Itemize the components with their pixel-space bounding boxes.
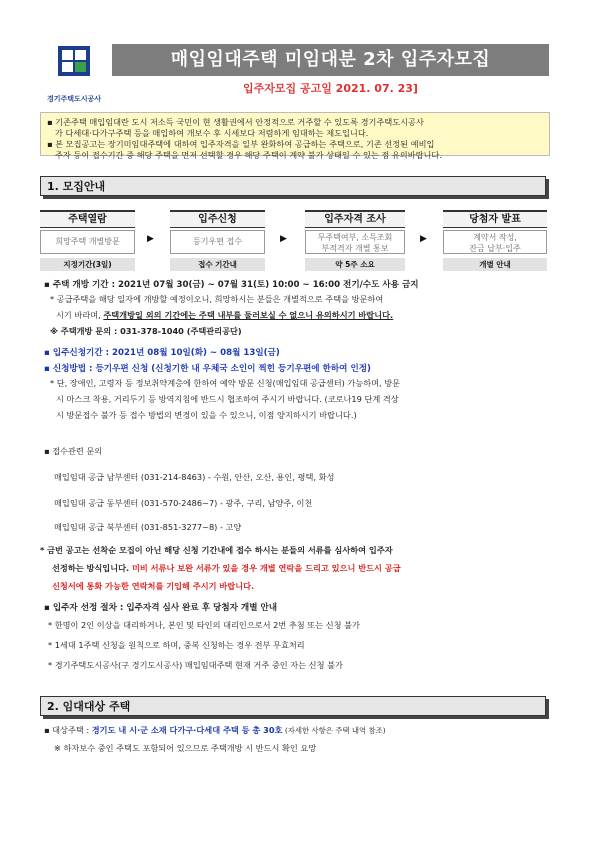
- warning-note: 선정하는 방식입니다. 미비 서류나 보완 서류가 있을 경우 개별 연락을 드리고 있으니 반드시 공급: [52, 563, 401, 573]
- notice-box: [40, 112, 550, 160]
- center-contact: 매입임대 공급 북부센터 (031-851-3277~8) - 고양: [54, 522, 242, 532]
- step-result: [443, 210, 547, 271]
- select-note: * 한명이 2인 이상을 대리하거나, 본인 및 타인의 대리인으로서 2번 추첨 또는 신청 불가: [48, 620, 360, 630]
- center-contact: 매입임대 공급 동부센터 (031-570-2486~7) - 광주, 구리, 남양주, 이천: [54, 498, 313, 508]
- open-contact: ※ 주택개방 문의 : 031-378-1040 (주택관리공단): [50, 326, 242, 336]
- step-apply: [170, 210, 265, 271]
- notice-line: ▪ 기존주택 매입임대란 도시 저소득 국민이 현 생활권에서 안정적으로 거주할 수 있도록 경기주택도시공사: [47, 117, 424, 127]
- notice-line: 주자 등이 접수기간 중 해당 주택을 먼저 선택할 경우 해당 주택이 계약 불가 상태일 수 있는 점 유의바랍니다.: [55, 150, 442, 160]
- warning-note: * 금번 공고는 선착순 모집이 아닌 해당 신청 기간내에 접수 하시는 분들의 서류를 심사하여 입주자: [40, 545, 393, 555]
- center-contact: 매입임대 공급 남부센터 (031-214-8463) - 수원, 안산, 오산, 용인, 평택, 화성: [54, 472, 335, 482]
- step-head: 입주자격 조사: [305, 210, 405, 228]
- apply-note: * 단, 장애인, 고령자 등 정보취약계층에 한하여 예약 방문 신청(매입임대 공급센터) 가능하며, 방문: [50, 378, 401, 388]
- gh-logo-icon: [42, 44, 106, 90]
- repair-note: ※ 하자보수 중인 주택도 포함되어 있으므로 주택개방 시 반드시 확인 요망: [54, 743, 317, 753]
- open-note: 시기 바라며, 주택개방일 외의 기간에는 주택 내부를 둘러보실 수 없으니 유의하시기 바랍니다.: [56, 310, 394, 320]
- step-view: [40, 210, 135, 271]
- apply-period: ▪ 입주신청기간 : 2021년 08월 10일(화) ~ 08월 13일(금): [44, 348, 280, 358]
- select-note: * 경기주택도시공사(구 경기도시공사) 매입임대주택 현재 거주 중인 자는 신청 불가: [48, 660, 343, 670]
- process-flow: [40, 210, 550, 272]
- step-head: 당첨자 발표: [443, 210, 547, 228]
- step-body: 희망주택 개별방문: [40, 230, 135, 254]
- step-foot: 약 5주 소요: [305, 258, 405, 271]
- step-body: 계약서 작성, 잔금 납부·입주: [443, 230, 547, 254]
- apply-note: 시 방문접수 불가 등 접수 방법의 변경이 있을 수 있으니, 이점 양지하시기 바랍니다.): [56, 410, 357, 420]
- warning-note: 신청서에 통화 가능한 연락처를 기입해 주시기 바랍니다.: [52, 581, 255, 591]
- step-foot: 접수 기간내: [170, 258, 265, 271]
- arrow-right-icon: ▶: [147, 234, 154, 244]
- arrow-right-icon: ▶: [280, 234, 287, 244]
- open-period: ▪ 주택 개방 기간 : 2021년 07월 30(금) ~ 07월 31(토) 10:00 ~ 16:00 전기/수도 사용 금지: [44, 280, 419, 290]
- step-foot: 개별 안내: [443, 258, 547, 271]
- step-review: [305, 210, 405, 271]
- step-head: 입주신청: [170, 210, 265, 228]
- apply-method: ▪ 신청방법 : 등기우편 신청 (신청기한 내 우체국 소인이 찍힌 등기우편에 한하여 인정): [44, 364, 371, 374]
- apply-note: 시 마스크 착용, 거리두기 등 방역지침에 반드시 협조하여 주시기 바랍니다. (코로나19 단계 격상: [56, 394, 399, 404]
- step-head: 주택열람: [40, 210, 135, 228]
- step-foot: 지정기간(3일): [40, 258, 135, 271]
- target-housing: ▪ 대상주택 : 경기도 내 시·군 소재 다가구·다세대 주택 등 총 30호 (자세한 사항은 주택 내역 참조): [44, 725, 386, 735]
- section-1-title: 1. 모집안내: [40, 176, 546, 196]
- arrow-right-icon: ▶: [420, 234, 427, 244]
- page-title: 매입임대주택 미임대분 2차 입주자모집: [112, 44, 549, 76]
- announce-date: 입주자모집 공고일 2021. 07. 23]: [243, 82, 418, 95]
- logo-text: 경기주택도시공사: [46, 95, 102, 103]
- contact-title: ▪ 접수관련 문의: [44, 446, 103, 456]
- logo: [42, 44, 106, 102]
- open-note: * 공급주택을 해당 일자에 개방할 예정이오니, 희망하시는 분들은 개별적으로 주택을 방문하여: [50, 294, 384, 304]
- notice-line: 가 다세대·다가구주택 등을 매입하여 개보수 후 시세보다 저렴하게 임대하는 제도입니다.: [55, 128, 369, 138]
- select-title: ▪ 입주자 선정 절차 : 입주자격 심사 완료 후 당첨자 개별 안내: [44, 603, 278, 613]
- step-body: 등기우편 접수: [170, 230, 265, 254]
- select-note: * 1세대 1주택 신청을 원칙으로 하며, 중복 신청하는 경우 전부 무효처리: [48, 640, 305, 650]
- section-2-title: 2. 임대대상 주택: [40, 696, 546, 716]
- notice-line: ▪ 본 모집공고는 장기미임대주택에 대하여 입주자격을 일부 완화하여 공급하는 주택으로, 기존 선정된 예비입: [47, 139, 435, 149]
- step-body: 무주택여부, 소득조회 부적격자 개별 통보: [305, 230, 405, 254]
